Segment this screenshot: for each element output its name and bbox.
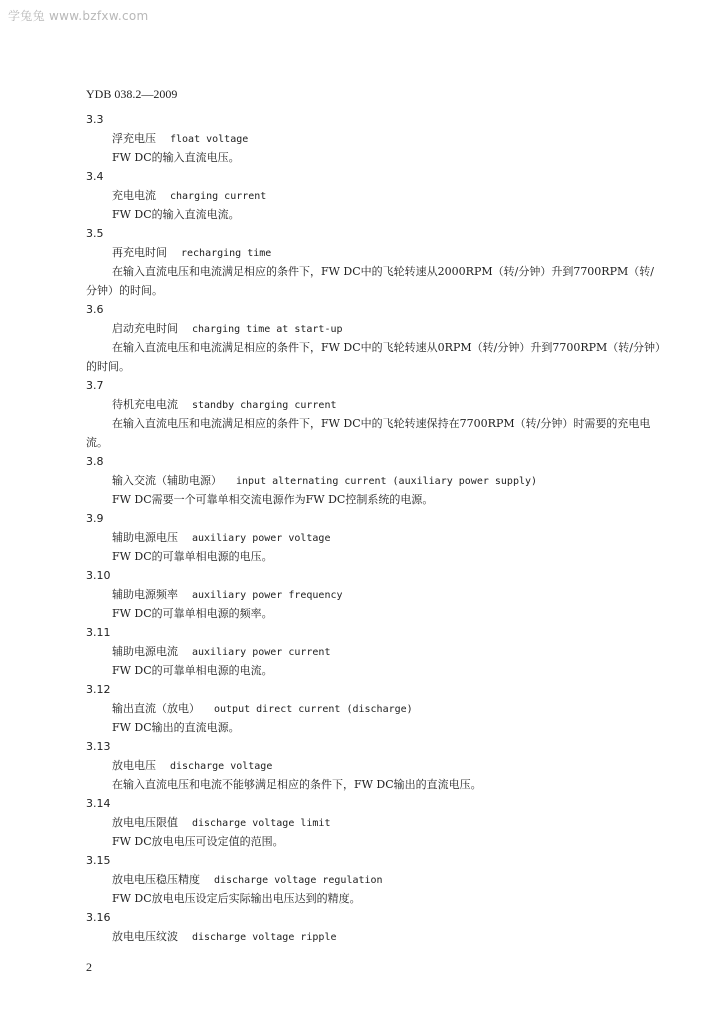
term-title-chinese: 浮充电压 (112, 132, 156, 145)
term-title-english: discharge voltage limit (192, 818, 331, 829)
term-number: 3.11 (86, 626, 111, 639)
term-definition: FW DC放电电压设定后实际输出电压达到的精度。 (112, 892, 361, 905)
term-entry (86, 680, 661, 737)
term-entry (86, 224, 661, 300)
term-title-chinese: 待机充电电流 (112, 398, 178, 411)
term-definition: FW DC的可靠单相电源的频率。 (112, 607, 273, 620)
term-title-chinese: 辅助电源电流 (112, 645, 178, 658)
term-number: 3.5 (86, 227, 104, 240)
term-entry (86, 167, 661, 224)
term-entry (86, 566, 661, 623)
term-title-english: discharge voltage ripple (192, 932, 337, 943)
term-number: 3.4 (86, 170, 104, 183)
term-title (86, 756, 661, 775)
term-title-english: discharge voltage regulation (214, 875, 383, 886)
term-title-chinese: 放电电压稳压精度 (112, 873, 200, 886)
document-code: YDB 038.2—2009 (86, 87, 178, 101)
term-definition: 在输入直流电压和电流不能够满足相应的条件下，FW DC输出的直流电压。 (112, 778, 482, 791)
term-title (86, 243, 661, 262)
term-title (86, 699, 661, 718)
term-definition: 在输入直流电压和电流满足相应的条件下，FW DC中的飞轮转速保持在7700RPM（转/分钟）时需要的充电电流。 (86, 417, 651, 449)
term-title (86, 642, 661, 661)
term-entry (86, 376, 661, 452)
term-title (86, 813, 661, 832)
term-definition: 在输入直流电压和电流满足相应的条件下，FW DC中的飞轮转速从0RPM（转/分钟）升到7700RPM（转/分钟）的时间。 (86, 341, 661, 373)
term-number: 3.16 (86, 911, 111, 924)
term-entry (86, 908, 661, 946)
term-number: 3.8 (86, 455, 104, 468)
term-entry (86, 851, 661, 908)
term-title-chinese: 输出直流（放电） (112, 702, 200, 715)
term-title-english: standby charging current (192, 400, 337, 411)
term-definition: FW DC需要一个可靠单相交流电源作为FW DC控制系统的电源。 (112, 493, 434, 506)
term-number: 3.7 (86, 379, 104, 392)
term-title (86, 471, 661, 490)
term-entry (86, 110, 661, 167)
term-title-chinese: 放电电压 (112, 759, 156, 772)
term-title-chinese: 充电电流 (112, 189, 156, 202)
term-definition: FW DC的输入直流电压。 (112, 151, 240, 164)
term-number: 3.15 (86, 854, 111, 867)
term-title-english: output direct current (discharge) (214, 704, 413, 715)
term-number: 3.12 (86, 683, 111, 696)
term-title (86, 585, 661, 604)
term-definition: FW DC的可靠单相电源的电压。 (112, 550, 273, 563)
term-title (86, 395, 661, 414)
term-definition: FW DC放电电压可设定值的范围。 (112, 835, 284, 848)
term-title-chinese: 再充电时间 (112, 246, 167, 259)
term-title-english: auxiliary power current (192, 647, 331, 658)
term-title-english: float voltage (170, 134, 249, 145)
term-title-chinese: 辅助电源频率 (112, 588, 178, 601)
term-title (86, 528, 661, 547)
term-entry (86, 509, 661, 566)
term-number: 3.13 (86, 740, 111, 753)
watermark: 学兔兔 www.bzfxw.com (8, 9, 149, 23)
term-entry (86, 452, 661, 509)
term-number: 3.14 (86, 797, 111, 810)
term-entry (86, 737, 661, 794)
term-number: 3.10 (86, 569, 111, 582)
page-number: 2 (86, 960, 92, 974)
term-number: 3.9 (86, 512, 104, 525)
term-entry (86, 623, 661, 680)
term-definition: FW DC输出的直流电源。 (112, 721, 240, 734)
term-definition: FW DC的可靠单相电源的电流。 (112, 664, 273, 677)
term-title-chinese: 输入交流（辅助电源） (112, 474, 222, 487)
term-definition: FW DC的输入直流电流。 (112, 208, 240, 221)
term-title (86, 129, 661, 148)
term-definition: 在输入直流电压和电流满足相应的条件下，FW DC中的飞轮转速从2000RPM（转/分钟）升到7700RPM（转/分钟）的时间。 (86, 265, 654, 297)
term-title-chinese: 放电电压纹波 (112, 930, 178, 943)
term-title (86, 186, 661, 205)
term-title-english: discharge voltage (170, 761, 273, 772)
term-title-english: charging current (170, 191, 267, 202)
term-title-english: auxiliary power frequency (192, 590, 343, 601)
term-title-chinese: 放电电压限值 (112, 816, 178, 829)
term-title-english: charging time at start-up (192, 324, 343, 335)
term-list (86, 110, 661, 946)
term-entry (86, 794, 661, 851)
term-title-english: input alternating current (auxiliary power supply) (236, 476, 538, 487)
term-title-chinese: 辅助电源电压 (112, 531, 178, 544)
term-number: 3.6 (86, 303, 104, 316)
term-title (86, 870, 661, 889)
term-title (86, 927, 661, 946)
term-entry (86, 300, 661, 376)
term-title-english: recharging time (181, 248, 272, 259)
term-title (86, 319, 661, 338)
term-title-chinese: 启动充电时间 (112, 322, 178, 335)
term-title-english: auxiliary power voltage (192, 533, 331, 544)
term-number: 3.3 (86, 113, 104, 126)
